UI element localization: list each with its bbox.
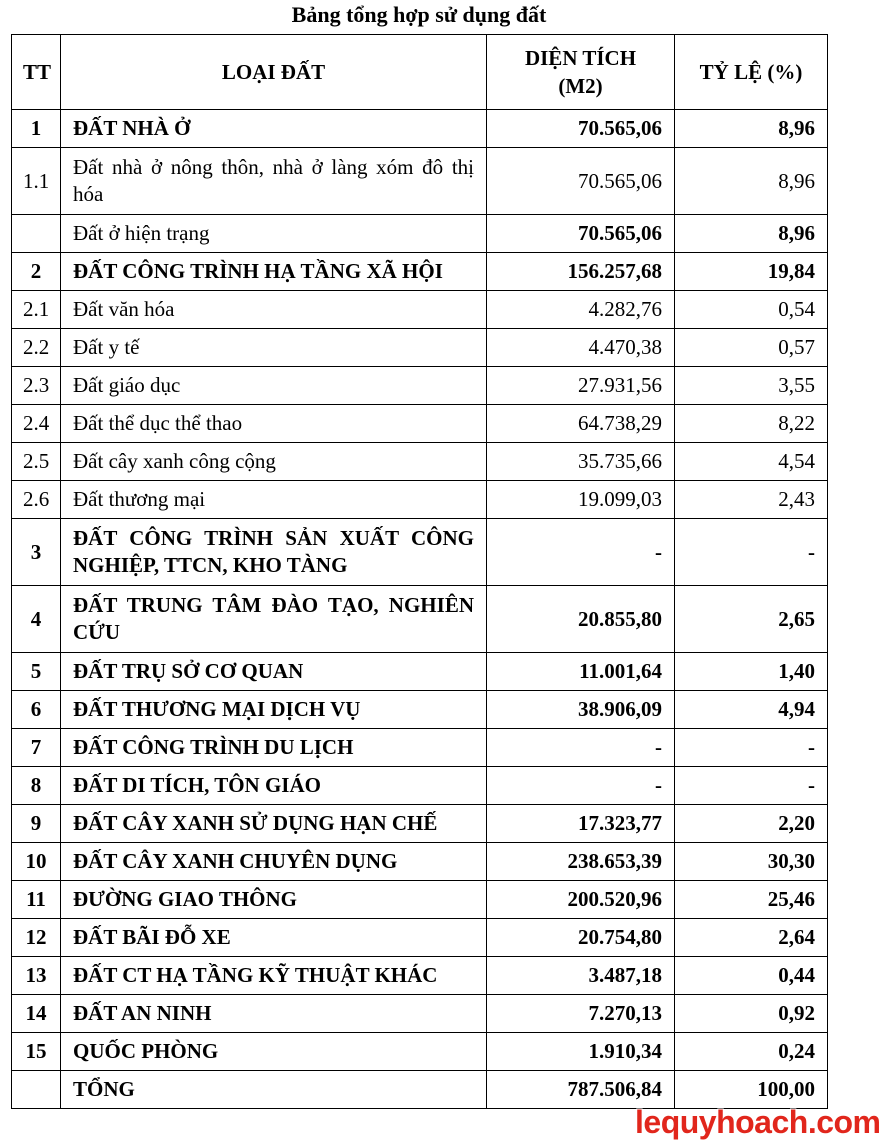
cell-tt: [12, 215, 61, 253]
cell-ty-le: 8,22: [675, 405, 828, 443]
cell-loai-dat: ĐẤT AN NINH: [61, 995, 487, 1033]
cell-ty-le: 8,96: [675, 148, 828, 215]
table-row: [12, 215, 828, 253]
cell-dien-tich: 7.270,13: [487, 995, 675, 1033]
cell-loai-dat: ĐẤT CÔNG TRÌNH SẢN XUẤT CÔNG NGHIỆP, TTCN, KHO TÀNG: [61, 519, 487, 586]
cell-tt: 2: [12, 253, 61, 291]
cell-dien-tich: 156.257,68: [487, 253, 675, 291]
cell-ty-le: 19,84: [675, 253, 828, 291]
cell-ty-le: 0,54: [675, 291, 828, 329]
cell-dien-tich: 64.738,29: [487, 405, 675, 443]
cell-loai-dat: ĐẤT BÃI ĐỖ XE: [61, 919, 487, 957]
cell-dien-tich: 17.323,77: [487, 805, 675, 843]
total-row: [12, 1071, 828, 1109]
cell-loai-dat: Đất thể dục thể thao: [61, 405, 487, 443]
cell-ty-le: 0,44: [675, 957, 828, 995]
cell-tt: 11: [12, 881, 61, 919]
cell-ty-le: 3,55: [675, 367, 828, 405]
cell-dien-tich: 200.520,96: [487, 881, 675, 919]
table-row: [12, 805, 828, 843]
header-tt: TT: [12, 35, 61, 110]
cell-tt: 5: [12, 653, 61, 691]
table-row: [12, 110, 828, 148]
cell-ty-le: -: [675, 767, 828, 805]
header-dien-tich: [487, 35, 675, 110]
cell-ty-le: 2,43: [675, 481, 828, 519]
cell-dien-tich: 1.910,34: [487, 1033, 675, 1071]
cell-dien-tich: 38.906,09: [487, 691, 675, 729]
table-row: [12, 881, 828, 919]
cell-tt: 9: [12, 805, 61, 843]
table-row: [12, 843, 828, 881]
cell-dien-tich: 787.506,84: [487, 1071, 675, 1109]
cell-loai-dat: ĐẤT CÂY XANH SỬ DỤNG HẠN CHẾ: [61, 805, 487, 843]
cell-loai-dat: Đất cây xanh công cộng: [61, 443, 487, 481]
cell-ty-le: 4,54: [675, 443, 828, 481]
cell-loai-dat: TỔNG: [61, 1071, 487, 1109]
cell-dien-tich: 35.735,66: [487, 443, 675, 481]
cell-ty-le: 0,57: [675, 329, 828, 367]
cell-loai-dat: ĐẤT CÔNG TRÌNH DU LỊCH: [61, 729, 487, 767]
cell-dien-tich: -: [487, 767, 675, 805]
cell-tt: 14: [12, 995, 61, 1033]
cell-loai-dat: ĐẤT THƯƠNG MẠI DỊCH VỤ: [61, 691, 487, 729]
cell-ty-le: 2,20: [675, 805, 828, 843]
cell-tt: 4: [12, 586, 61, 653]
table-row: [12, 405, 828, 443]
cell-tt: 15: [12, 1033, 61, 1071]
cell-loai-dat: Đất y tế: [61, 329, 487, 367]
cell-dien-tich: 3.487,18: [487, 957, 675, 995]
cell-ty-le: 0,24: [675, 1033, 828, 1071]
cell-ty-le: 2,65: [675, 586, 828, 653]
cell-dien-tich: 238.653,39: [487, 843, 675, 881]
cell-tt: [12, 1071, 61, 1109]
table-row: [12, 291, 828, 329]
table-title: Bảng tổng hợp sử dụng đất: [291, 2, 547, 27]
cell-tt: 2.6: [12, 481, 61, 519]
cell-loai-dat: Đất văn hóa: [61, 291, 487, 329]
cell-ty-le: 25,46: [675, 881, 828, 919]
table-row: [12, 767, 828, 805]
cell-ty-le: 8,96: [675, 215, 828, 253]
table-row: [12, 919, 828, 957]
header-row: [12, 35, 828, 110]
table-row: [12, 995, 828, 1033]
header-dien-tich-line2: (M2): [558, 74, 603, 98]
table-row: [12, 729, 828, 767]
cell-dien-tich: 4.282,76: [487, 291, 675, 329]
cell-loai-dat: ĐẤT CÔNG TRÌNH HẠ TẦNG XÃ HỘI: [61, 253, 487, 291]
cell-tt: 8: [12, 767, 61, 805]
cell-loai-dat: ĐẤT CT HẠ TẦNG KỸ THUẬT KHÁC: [61, 957, 487, 995]
cell-ty-le: 8,96: [675, 110, 828, 148]
cell-tt: 12: [12, 919, 61, 957]
cell-loai-dat: Đất giáo dục: [61, 367, 487, 405]
cell-ty-le: 2,64: [675, 919, 828, 957]
cell-loai-dat: Đất thương mại: [61, 481, 487, 519]
table-row: [12, 519, 828, 586]
cell-loai-dat: ĐẤT CÂY XANH CHUYÊN DỤNG: [61, 843, 487, 881]
table-row: [12, 253, 828, 291]
cell-tt: 2.4: [12, 405, 61, 443]
cell-tt: 13: [12, 957, 61, 995]
cell-tt: 1.1: [12, 148, 61, 215]
cell-loai-dat: Đất nhà ở nông thôn, nhà ở làng xóm đô thị hóa: [61, 148, 487, 215]
table-row: [12, 957, 828, 995]
cell-tt: 2.1: [12, 291, 61, 329]
table-row: [12, 367, 828, 405]
cell-loai-dat: ĐƯỜNG GIAO THÔNG: [61, 881, 487, 919]
cell-tt: 2.5: [12, 443, 61, 481]
cell-ty-le: 0,92: [675, 995, 828, 1033]
land-use-table: [11, 34, 828, 1109]
cell-dien-tich: 4.470,38: [487, 329, 675, 367]
header-ty-le: TỶ LỆ (%): [675, 35, 828, 110]
cell-tt: 3: [12, 519, 61, 586]
cell-ty-le: 4,94: [675, 691, 828, 729]
table-row: [12, 481, 828, 519]
cell-ty-le: -: [675, 519, 828, 586]
cell-dien-tich: 70.565,06: [487, 110, 675, 148]
header-loai-dat: LOẠI ĐẤT: [61, 35, 487, 110]
watermark-logo: lequyhoach.com: [635, 1104, 881, 1140]
cell-dien-tich: -: [487, 519, 675, 586]
cell-tt: 7: [12, 729, 61, 767]
cell-dien-tich: 70.565,06: [487, 148, 675, 215]
cell-tt: 2.2: [12, 329, 61, 367]
cell-tt: 2.3: [12, 367, 61, 405]
table-row: [12, 148, 828, 215]
cell-loai-dat: Đất ở hiện trạng: [61, 215, 487, 253]
table-row: [12, 443, 828, 481]
cell-loai-dat: ĐẤT TRỤ SỞ CƠ QUAN: [61, 653, 487, 691]
cell-ty-le: -: [675, 729, 828, 767]
cell-tt: 10: [12, 843, 61, 881]
cell-loai-dat: ĐẤT NHÀ Ở: [61, 110, 487, 148]
table-row: [12, 653, 828, 691]
cell-dien-tich: 27.931,56: [487, 367, 675, 405]
cell-loai-dat: ĐẤT TRUNG TÂM ĐÀO TẠO, NGHIÊN CỨU: [61, 586, 487, 653]
cell-ty-le: 100,00: [675, 1071, 828, 1109]
cell-tt: 1: [12, 110, 61, 148]
cell-ty-le: 30,30: [675, 843, 828, 881]
cell-tt: 6: [12, 691, 61, 729]
table-row: [12, 329, 828, 367]
cell-loai-dat: ĐẤT DI TÍCH, TÔN GIÁO: [61, 767, 487, 805]
cell-dien-tich: 70.565,06: [487, 215, 675, 253]
header-dien-tich-line1: DIỆN TÍCH: [524, 46, 637, 70]
table-row: [12, 586, 828, 653]
cell-dien-tich: 19.099,03: [487, 481, 675, 519]
cell-dien-tich: 20.855,80: [487, 586, 675, 653]
cell-loai-dat: QUỐC PHÒNG: [61, 1033, 487, 1071]
table-row: [12, 691, 828, 729]
table-row: [12, 1033, 828, 1071]
cell-dien-tich: 11.001,64: [487, 653, 675, 691]
cell-dien-tich: 20.754,80: [487, 919, 675, 957]
cell-dien-tich: -: [487, 729, 675, 767]
cell-ty-le: 1,40: [675, 653, 828, 691]
